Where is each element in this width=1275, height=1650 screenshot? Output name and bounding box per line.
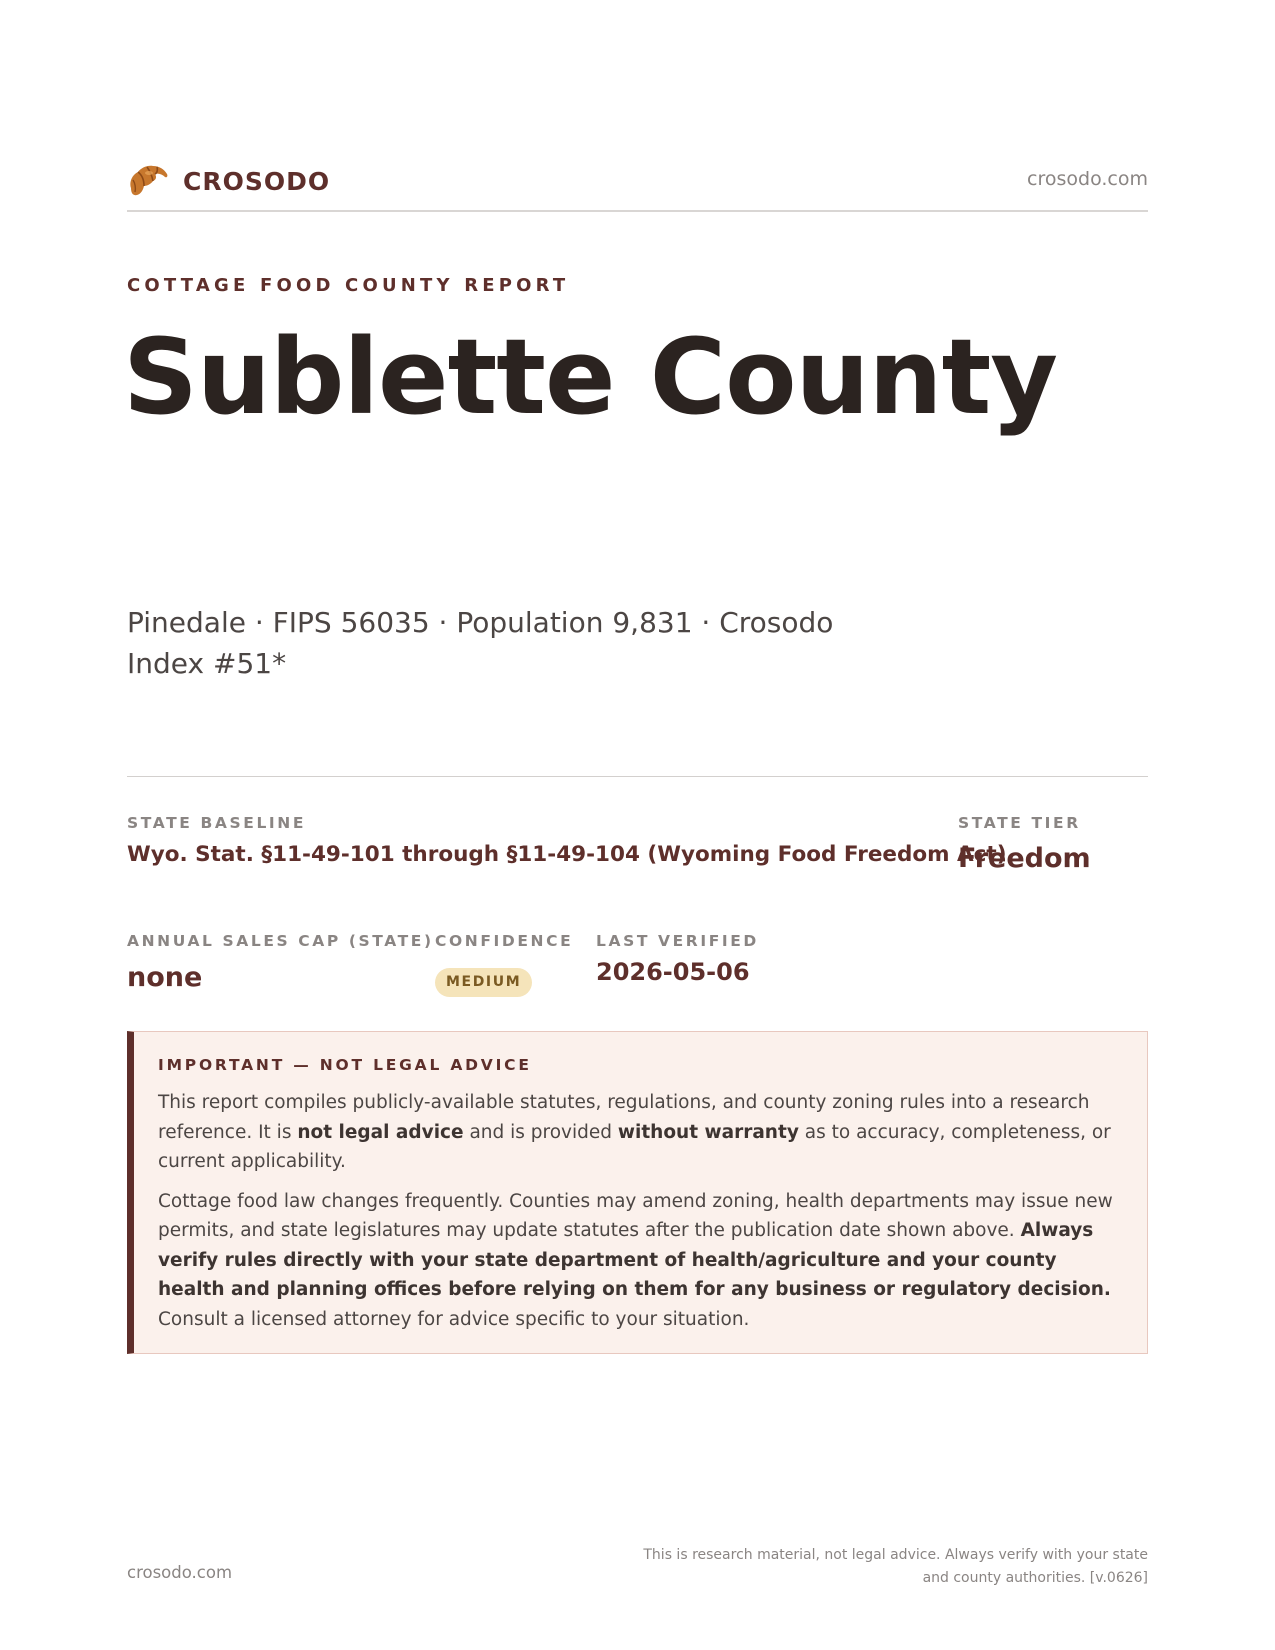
footer-disclaimer-line: and county authorities. [v.0626] xyxy=(922,1570,1148,1586)
notice-emphasis: Always verify rules directly with your state department of health/agriculture and your county health and planning offices before relying on them for any business or regulatory decision. xyxy=(158,1220,1111,1300)
notice-paragraph-2 xyxy=(158,1187,1123,1335)
footer-disclaimer xyxy=(588,1544,1148,1590)
brand-name: CROSODO xyxy=(183,166,331,196)
report-page xyxy=(123,0,1148,1650)
notice-title: IMPORTANT — NOT LEGAL ADVICE xyxy=(158,1056,532,1074)
footer-url[interactable]: crosodo.com xyxy=(127,1563,233,1582)
notice-text: Cottage food law changes frequently. Counties may amend zoning, health departments may issue new permits, and state legislatures may update statutes after the publication date shown above. xyxy=(158,1190,1113,1241)
notice-emphasis: without warranty xyxy=(617,1121,799,1143)
last-verified-label: LAST VERIFIED xyxy=(596,932,759,950)
confidence-label: CONFIDENCE xyxy=(435,932,574,950)
sales-cap-value: none xyxy=(127,962,203,993)
confidence-badge: MEDIUM xyxy=(435,968,532,997)
legal-notice-box xyxy=(127,1031,1148,1354)
croissant-icon xyxy=(127,162,169,200)
site-url[interactable]: crosodo.com xyxy=(1027,168,1148,190)
report-eyebrow: COTTAGE FOOD COUNTY REPORT xyxy=(127,275,570,296)
last-verified-value: 2026-05-06 xyxy=(596,958,750,986)
state-baseline-value: Wyo. Stat. §11-49-101 through §11-49-104 (Wyoming Food Freedom Act) xyxy=(127,842,1007,867)
footer-disclaimer-line: This is research material, not legal advice. Always verify with your state xyxy=(643,1547,1148,1563)
brand[interactable] xyxy=(127,162,330,200)
page-header xyxy=(127,158,1148,212)
notice-text: as to accuracy, completeness, or current applicability. xyxy=(158,1121,1111,1172)
page-title: Sublette County xyxy=(123,316,1058,438)
notice-emphasis: not legal advice xyxy=(297,1121,464,1143)
notice-text: Consult a licensed attorney for advice specific to your situation. xyxy=(158,1308,750,1330)
state-tier-label: STATE TIER xyxy=(958,814,1081,832)
section-divider xyxy=(127,776,1148,777)
state-tier-value: Freedom xyxy=(958,843,1091,874)
sales-cap-label: ANNUAL SALES CAP (STATE) xyxy=(127,932,434,950)
notice-paragraph-1 xyxy=(158,1088,1123,1177)
state-baseline-label: STATE BASELINE xyxy=(127,814,307,832)
notice-text: This report compiles publicly-available statutes, regulations, and county zoning rules into a research reference. It is xyxy=(158,1092,1090,1143)
notice-text: and is provided xyxy=(463,1121,618,1143)
county-subtitle: Pinedale · FIPS 56035 · Population 9,831 · Crosodo Index #51* xyxy=(127,606,834,680)
